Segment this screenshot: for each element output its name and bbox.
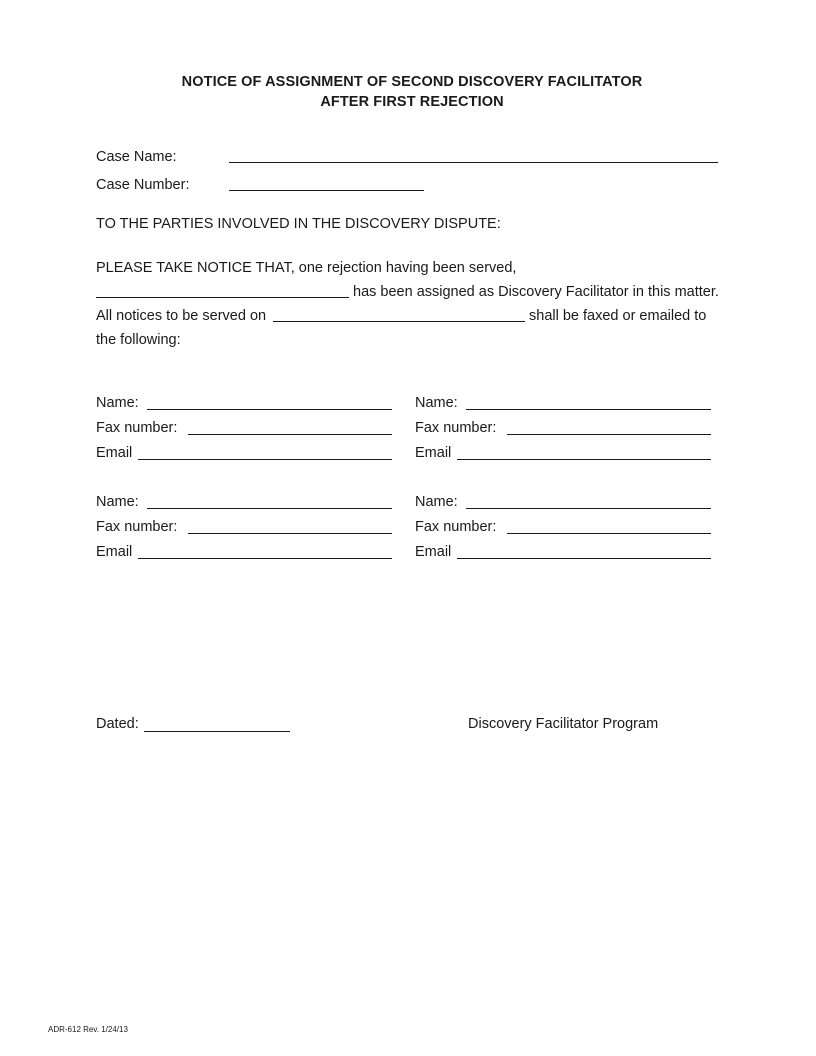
contact-3-email-label: Email <box>96 544 133 560</box>
contact-3-name-field[interactable] <box>147 508 392 509</box>
facilitator-served-field[interactable] <box>273 321 525 322</box>
contact-1-name-label: Name: <box>96 395 139 411</box>
contact-3-email-field[interactable] <box>138 558 392 559</box>
contact-1-email-field[interactable] <box>138 459 392 460</box>
facilitator-name-field[interactable] <box>96 297 349 298</box>
contact-2-fax-label: Fax number: <box>415 420 497 436</box>
contact-2-email-field[interactable] <box>457 459 711 460</box>
notice-line-3-prefix: All notices to be served on <box>96 308 267 324</box>
contact-1-email-label: Email <box>96 445 133 461</box>
case-number-label: Case Number: <box>96 177 190 193</box>
contact-2-name-label: Name: <box>415 395 458 411</box>
contact-4-name-label: Name: <box>415 494 458 510</box>
contact-3-fax-field[interactable] <box>188 533 392 534</box>
notice-line-4: the following: <box>96 332 181 348</box>
contact-4-email-field[interactable] <box>457 558 711 559</box>
contact-4-name-field[interactable] <box>466 508 711 509</box>
form-title-line2: AFTER FIRST REJECTION <box>320 94 504 110</box>
dated-label: Dated: <box>96 716 139 732</box>
contact-3-name-label: Name: <box>96 494 139 510</box>
program-signature: Discovery Facilitator Program <box>468 716 659 732</box>
case-name-label: Case Name: <box>96 149 177 165</box>
notice-line-1: PLEASE TAKE NOTICE THAT, one rejection having been served, <box>96 260 517 276</box>
contact-4-fax-field[interactable] <box>507 533 711 534</box>
dated-field[interactable] <box>144 731 290 732</box>
case-name-field[interactable] <box>229 162 718 163</box>
contact-1-fax-field[interactable] <box>188 434 392 435</box>
notice-line-3-suffix: shall be faxed or emailed to <box>529 308 707 324</box>
to-parties-heading: TO THE PARTIES INVOLVED IN THE DISCOVERY DISPUTE: <box>96 216 501 232</box>
contact-3-fax-label: Fax number: <box>96 519 178 535</box>
contact-4-email-label: Email <box>415 544 452 560</box>
case-number-field[interactable] <box>229 190 424 191</box>
contact-1-name-field[interactable] <box>147 409 392 410</box>
contact-4-fax-label: Fax number: <box>415 519 497 535</box>
notice-line-2: has been assigned as Discovery Facilitator in this matter. <box>353 284 719 300</box>
form-revision-footer: ADR-612 Rev. 1/24/13 <box>48 1025 128 1034</box>
contact-2-name-field[interactable] <box>466 409 711 410</box>
contact-1-fax-label: Fax number: <box>96 420 178 436</box>
form-title-line1: NOTICE OF ASSIGNMENT OF SECOND DISCOVERY FACILITATOR <box>181 74 643 90</box>
contact-2-fax-field[interactable] <box>507 434 711 435</box>
contact-2-email-label: Email <box>415 445 452 461</box>
